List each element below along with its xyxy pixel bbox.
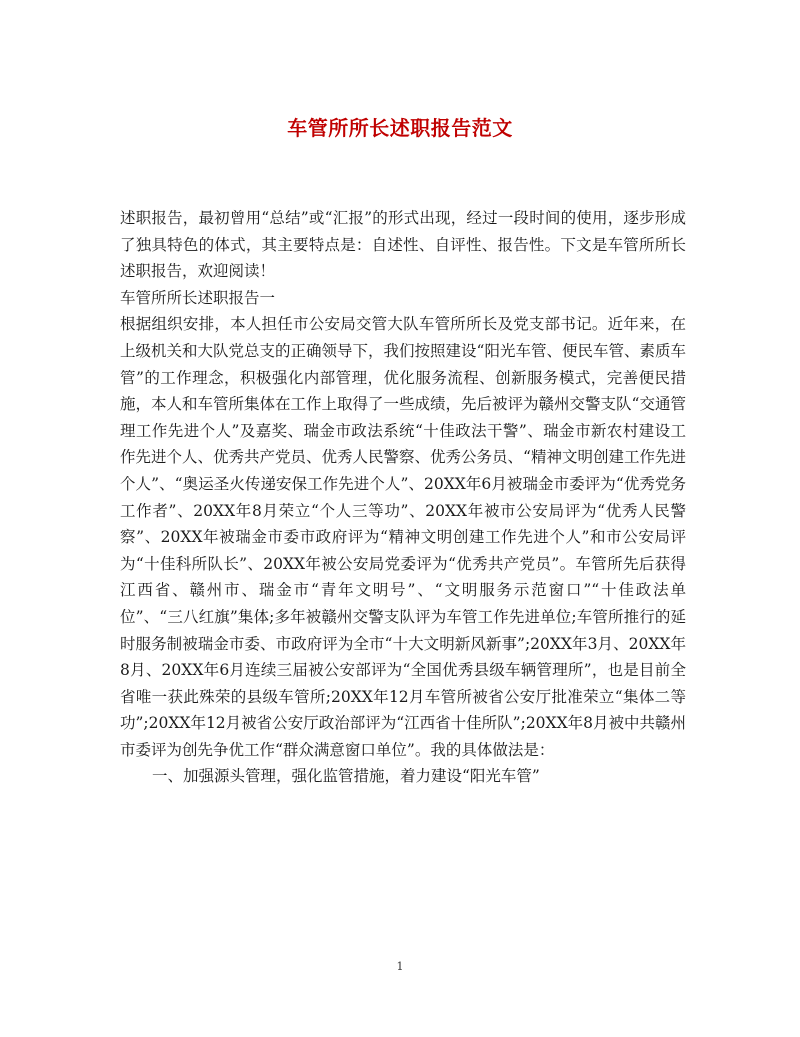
- section-heading: 车管所所长述职报告一: [120, 288, 276, 307]
- page-number: 1: [396, 960, 404, 973]
- intro-paragraph: 述职报告，最初曾用“总结”或“汇报”的形式出现，经过一段时间的使用，逐步形成了独具特色的体式，其主要特点是：自述性、自评性、报告性。下文是车管所所长述职报告，欢迎阅读！: [120, 209, 686, 281]
- document-title: 车管所所长述职报告范文: [287, 116, 513, 140]
- document-body: [120, 205, 686, 790]
- main-paragraph: 根据组织安排，本人担任市公安局交管大队车管所所长及党支部书记。近年来，在上级机关和大队党总支的正确领导下，我们按照建设“阳光车管、便民车管、素质车管”的工作理念，积极强化内部管理，优化服务流程、创新服务模式，完善便民措施，本人和车管所集体在工作上取得了一些成绩，先后被评为赣州交警支队“交通管理工作先进个人”及嘉奖、瑞金市政法系统“十佳政法干警”、瑞金市新农村建设工作先进个人、优秀共产党员、优秀人民警察、优秀公务员、“精神文明创建工作先进个人”、“奥运圣火传递安保工作先进个人”、20XX年6月被瑞金市委评为“优秀党务工作者”、20XX年8月荣立“个人三等功”、20XX年被市公安局评为“优秀人民警察”、20XX年被瑞金市委市政府评为“精神文明创建工作先进个人”和市公安局评为“十佳科所队长”、20XX年被公安局党委评为“优秀共产党员”。车管所先后获得江西省、赣州市、瑞金市“青年文明号”、“文明服务示范窗口”“十佳政法单位”、“三八红旗”集体;多年被赣州交警支队评为车管工作先进单位;车管所推行的延时服务制被瑞金市委、市政府评为全市“十大文明新风新事”;20XX年3月、20XX年8月、20XX年6月连续三届被公安部评为“全国优秀县级车辆管理所”，也是目前全省唯一获此殊荣的县级车管所;20XX年12月车管所被省公安厅批准荣立“集体二等功”;20XX年12月被省公安厅政治部评为“江西省十佳所队”;20XX年8月被中共赣州市委评为创先争优工作“群众满意窗口单位”。我的具体做法是：: [120, 315, 686, 759]
- subsection-heading: 一、加强源头管理，强化监管措施，着力建设“阳光车管”: [152, 767, 540, 786]
